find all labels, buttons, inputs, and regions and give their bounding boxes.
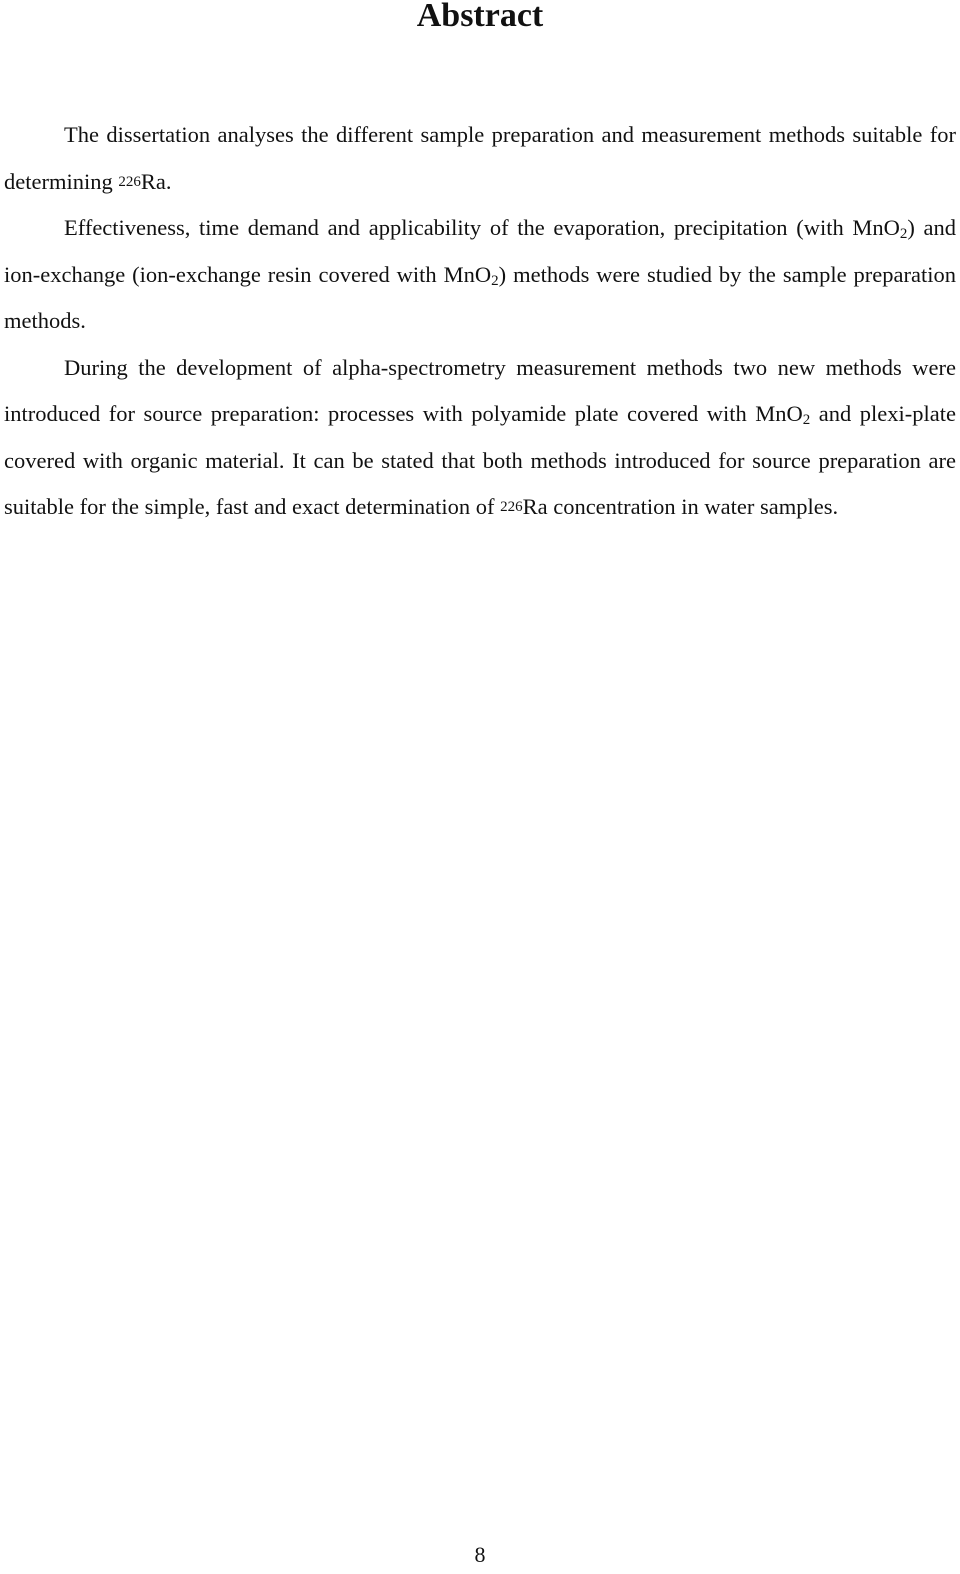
page-number: 8 (474, 1542, 486, 1567)
paragraph-3-subscript: 2 (802, 412, 811, 428)
paragraph-2-subscript-1: 2 (899, 226, 908, 242)
paragraph-1-text-a: The dissertation analyses the different sample preparation and measurement methods suitable for determining (4, 122, 956, 194)
paragraph-2-text-c: ) methods were studied by the sample preparation methods. (4, 261, 956, 333)
paragraph-1-superscript: 226 (118, 173, 141, 190)
paragraph-1 (4, 112, 956, 205)
paragraph-3-superscript: 226 (500, 499, 523, 515)
paragraph-3-text-a: During the development of alpha-spectrometry measurement methods two new methods were introduced for source preparation: processes with polyamide plate covered with MnO (4, 354, 956, 426)
abstract-body (4, 112, 956, 531)
paragraph-3-text-b: and plexi-plate covered with organic material. It can be stated that both methods introduced for source preparation are suitable for the simple, fast and exact determination of (4, 401, 956, 519)
paragraph-2-subscript-2: 2 (491, 272, 499, 289)
paragraph-2-text-b: ) and ion-exchange (ion-exchange resin covered with MnO (4, 215, 956, 287)
paragraph-2 (4, 205, 956, 345)
paragraph-2-text-a: Effectiveness, time demand and applicability of the evaporation, precipitation (with MnO (64, 215, 900, 240)
paragraph-3 (4, 345, 956, 531)
page-title: Abstract (416, 0, 544, 34)
paragraph-1-text-b: Ra. (140, 168, 172, 194)
paragraph-3-text-c: Ra concentration in water samples. (522, 494, 839, 519)
